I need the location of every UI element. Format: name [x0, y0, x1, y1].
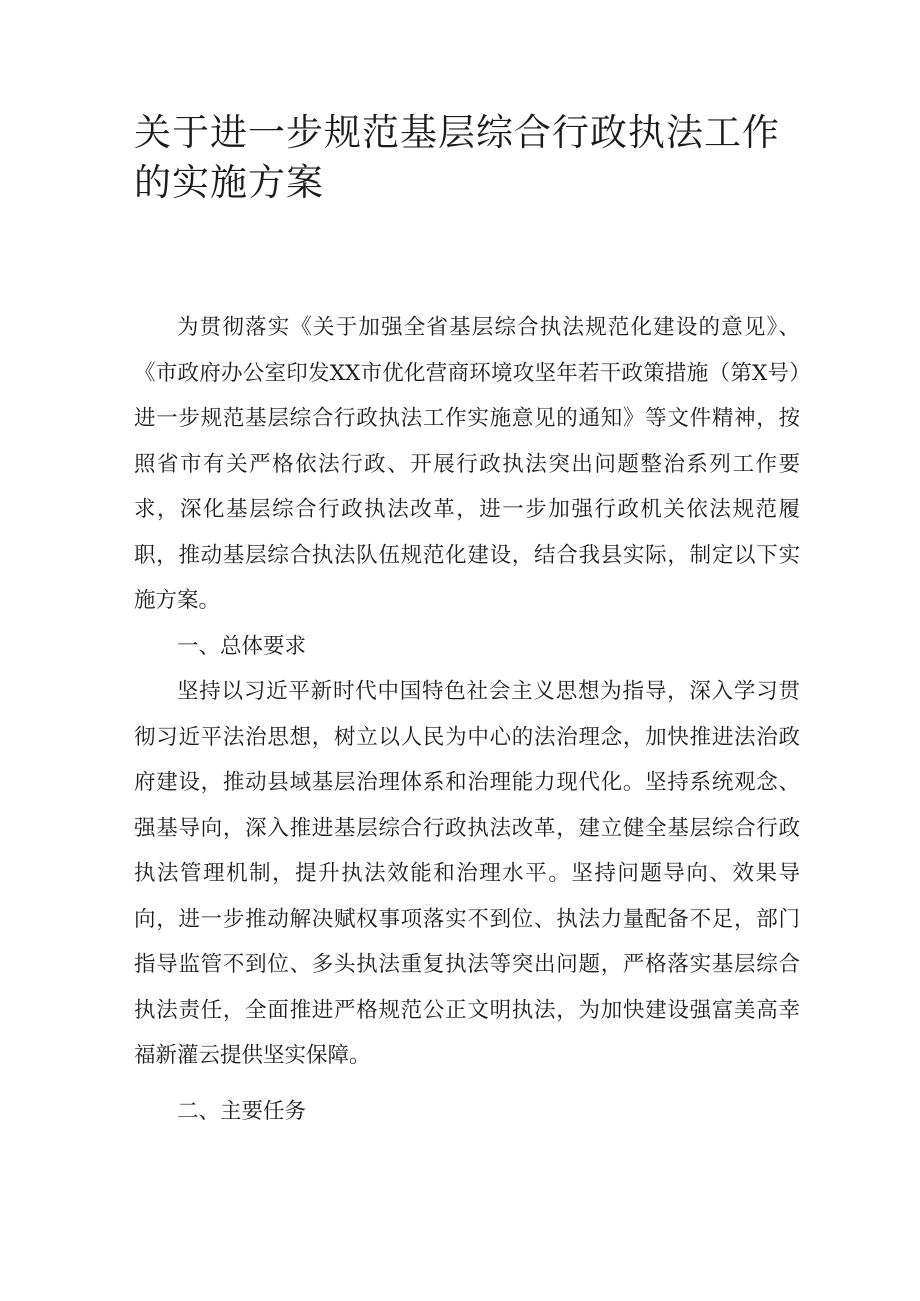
intro-paragraph: 为贯彻落实《关于加强全省基层综合执法规范化建设的意见》、《市政府办公室印发XX市优化营商环境攻坚年若干政策措施（第X号）进一步规范基层综合行政执法工作实施意见的通知》等文件精神，按照省市有关严格依法行政、开展行政执法突出问题整治系列工作要求，深化基层综合行政执法改革，进一步加强行政机关依法规范履职，推动基层综合执法队伍规范化建设，结合我县实际，制定以下实施方案。 [134, 315, 800, 613]
document-title: 关于进一步规范基层综合行政执法工作的实施方案 [134, 111, 780, 204]
general-requirements-paragraph: 坚持以习近平新时代中国特色社会主义思想为指导，深入学习贯彻习近平法治思想，树立以人民为中心的法治理念，加快推进法治政府建设，推动县域基层治理体系和治理能力现代化。坚持系统观念、强基导向，深入推进基层综合行政执法改革，建立健全基层综合行政执法管理机制，提升执法效能和治理水平。坚持问题导向、效果导向，进一步推动解决赋权事项落实不到位、执法力量配备不足，部门指导监管不到位、多头执法重复执法等突出问题，严格落实基层综合执法责任，全面推进严格规范公正文明执法，为加快建设强富美高幸福新灌云提供坚实保障。 [134, 679, 800, 1068]
section-heading-general-requirements: 一、总体要求 [177, 633, 307, 659]
document-body [134, 305, 800, 1134]
section-heading-main-tasks: 二、主要任务 [177, 1098, 307, 1124]
